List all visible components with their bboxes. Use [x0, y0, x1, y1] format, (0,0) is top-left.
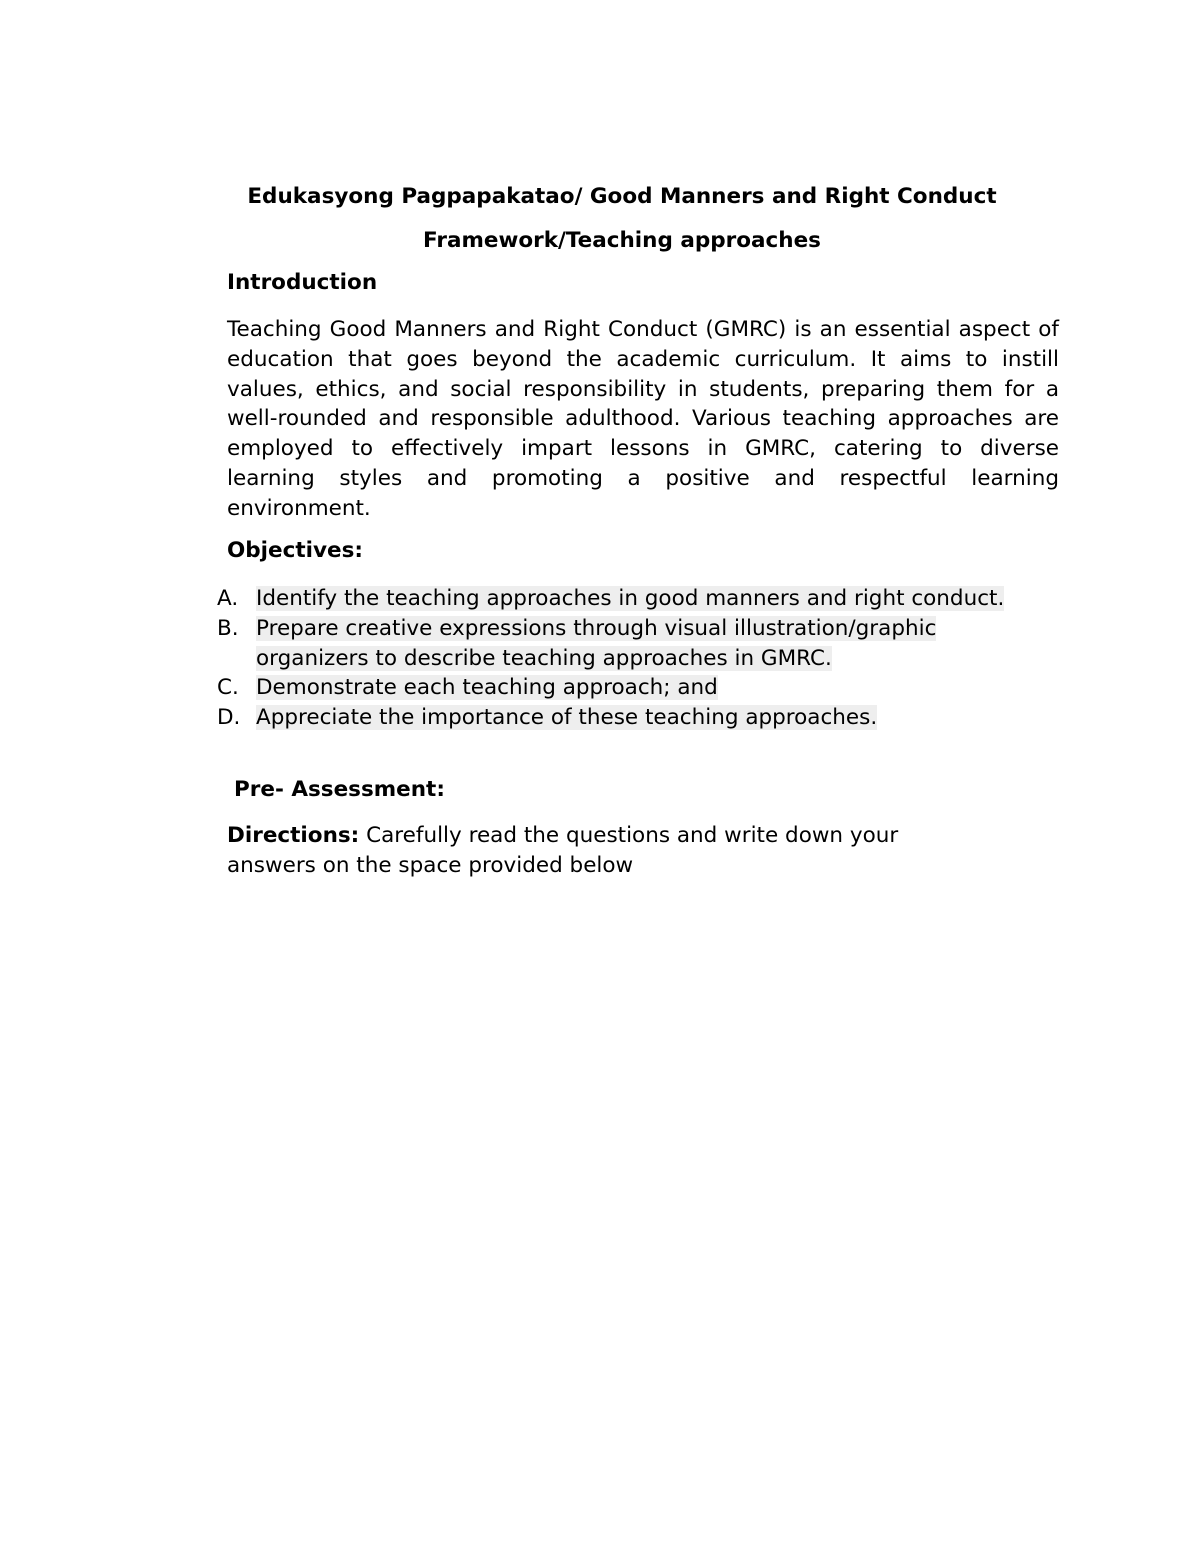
- directions-text: Carefully read the questions and write down your answers on the space provided below: [227, 823, 899, 878]
- document-title: Edukasyong Pagpapakatao/ Good Manners and Right Conduct: [247, 184, 997, 209]
- objective-item-d: [217, 703, 1017, 733]
- objective-marker: D.: [217, 705, 241, 731]
- objective-item-b: [217, 614, 1017, 674]
- objective-marker: A.: [217, 586, 239, 611]
- objective-item-a: [217, 584, 1017, 614]
- objective-text: Prepare creative expressions through visual illustration/graphic organizers to describe teaching approaches in GMRC.: [256, 615, 937, 671]
- objective-text: Demonstrate each teaching approach; and: [256, 675, 718, 701]
- directions-paragraph: [227, 821, 987, 881]
- pre-assessment-heading: Pre- Assessment:: [234, 777, 445, 802]
- introduction-heading: Introduction: [227, 270, 378, 295]
- objective-text: Appreciate the importance of these teaching approaches.: [256, 705, 878, 731]
- document-subtitle: Framework/Teaching approaches: [423, 228, 821, 253]
- objective-marker: C.: [217, 675, 239, 701]
- directions-label: Directions:: [227, 823, 360, 848]
- objectives-list: [217, 584, 1017, 733]
- objective-text: Identify the teaching approaches in good manners and right conduct.: [256, 586, 1005, 611]
- objectives-heading: Objectives:: [227, 538, 364, 563]
- objective-item-c: [217, 673, 1017, 703]
- objective-marker: B.: [217, 615, 239, 641]
- introduction-paragraph: Teaching Good Manners and Right Conduct (GMRC) is an essential aspect of education that goes beyond the academic curriculum. It aims to instill values, ethics, and social responsibility in students, preparing them for a well-rounded and responsible adulthood. Various teaching approaches are employed to effectively impart lessons in GMRC, catering to diverse learning styles and promoting a positive and respectful learning environment.: [227, 317, 1059, 521]
